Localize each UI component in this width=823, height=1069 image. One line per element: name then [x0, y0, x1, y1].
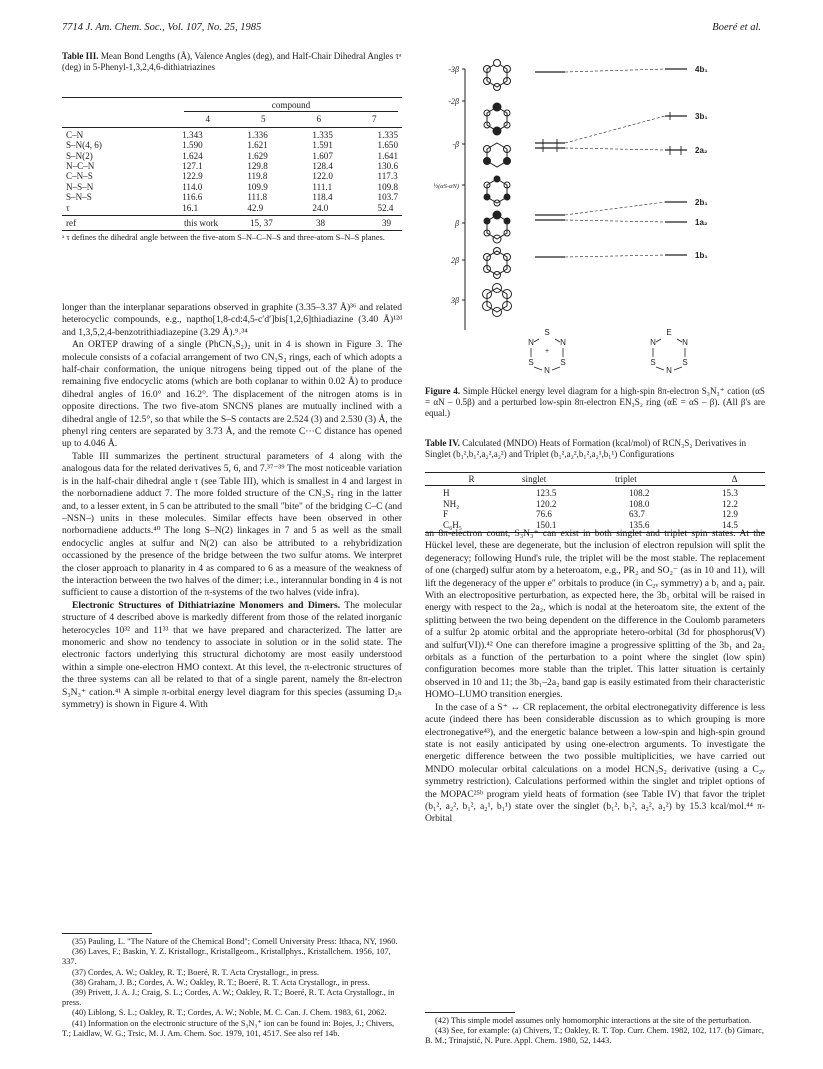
- footnote: (42) This simple model assumes only homomorphic interactions at the site of the perturbation.: [435, 1016, 752, 1025]
- ref-cell: 38: [316, 218, 326, 229]
- table-cell: 109.9: [247, 181, 268, 192]
- table-cell: 1.624: [182, 150, 203, 161]
- table-cell: 1.590: [182, 140, 203, 151]
- orbital-pictograms: [483, 60, 512, 317]
- table-cell: 42.9: [247, 202, 264, 213]
- footnote: (38) Graham, J. B.; Cordes, A. W.; Oakley, R. T.; Boeré, R. T. Acta Crystallogr., in press.: [72, 977, 370, 987]
- figure4-caption-text: Simple Hückel energy level diagram for a high-spin 8π-electron S₃N₃⁺ cation (αS = αN – 0.5β) and a perturbed low-spin 8π-electron EN₃S₂ ring (αE = αS – β). (All β's are equal.): [425, 386, 765, 419]
- left-footnotes: [62, 933, 402, 1039]
- table-row: [62, 171, 402, 181]
- row-label: N–S–N: [66, 181, 94, 192]
- paragraph: Table III summarizes the pertinent structural parameters of 4 along with the analogous data for the related derivatives 5, 6, and 7.³⁷⁻³⁹ The most noticeable variation is in the half-chair dihedral angle τ (see Table III), which is smallest in 4 and largest in the norbornadiene adduct 7. The more folded structure of the CN₃S₂ ring in the latter and, to a lesser extent, in 5 can be attributed to the small "bite" of the bridging C–C (and –NSN–) units in these molecules. Similar effects have been observed in other norbornadiene adducts.⁴⁰ The long S–N(2) linkages in 7 and 5 as well as the small endocyclic angles at sulfur and N(2) can also be attributed to a rehybridization occassioned by the presence of the bridge between the two sulfur atoms. We interpret the closer approach to planarity in 4 as compared to 6 as a measure of the weakness of the interaction between the two halves of the dimer; i.e., interannular bonding in 4 is not sufficient to cause a distortion of the π-systems of the two halves (vide infra).: [62, 450, 402, 599]
- table-cell: 103.7: [377, 192, 398, 203]
- table-cell: 1.641: [377, 150, 398, 161]
- atom-label: N: [666, 366, 672, 375]
- row-label: S–N(4, 6): [66, 140, 102, 151]
- table3-col: 7: [371, 114, 377, 125]
- paragraph: an 8π-electron count, S₃N₃⁺ can exist in both singlet and triplet spin states. At the Hückel level, these are degenerate, but the inclusion of electron repulsion will split the degeneracy; following Hund's rule, the triplet will be the most stable. The replacement of one (charged) sulfur atom by a heteroatom, e.g., PR₂ and SO₂⁻ (as in 10 and 11), will lift the degeneracy of the upper e″ orbitals to produce (in C₂ᵥ symmetry) a b₁ and a₂ pair. With an electropositive perturbation, as expected here, the 3b₁ orbital will be raised in energy with respect to the 2a₂, which is nodal at the heteroatom site, the extent of the splitting between the two being dependent on the difference in the Coulomb parameters of a sulfur 2p atomic orbital and the appropriate hetero-orbital (3d for phosphorus(V) and sulfur(VI)).⁴² One can therefore imagine a progressive splitting of the 3b₁ and 2a₂ orbitals as a function of the perturbation to a point where the singlet (low spin) configuration becomes more stable than the triplet. This latter situation is certainly observed in 10 and 11; the 3b₁–2a₂ band gap is easily estimated from their characteristic HOMO–LUMO transition energies.: [425, 528, 765, 701]
- energy-levels: [535, 69, 687, 257]
- table-cell: 122.9: [182, 171, 203, 182]
- y-label: ½(αS-αN): [433, 183, 459, 190]
- atom-label: S: [560, 358, 566, 367]
- orbital-icon: [484, 143, 511, 167]
- table-cell: 1.607: [312, 150, 333, 161]
- ring-s3n3: [528, 328, 566, 375]
- ring-en3s2: [650, 328, 688, 375]
- table-cell: 129.8: [247, 161, 268, 172]
- atom-label: S: [528, 358, 534, 367]
- level-label: 1b₁: [695, 251, 708, 260]
- atom-label: S: [650, 358, 656, 367]
- table4: [425, 472, 765, 533]
- atom-label: S: [544, 328, 550, 337]
- table-cell: 12.9: [722, 509, 738, 520]
- table-cell: 117.3: [377, 171, 398, 182]
- table3-caption-text: Mean Bond Lengths (Å), Valence Angles (deg), and Half-Chair Dihedral Angles τᵃ (deg) in 5-Phenyl-1,3,2,4,6-dithiatriazines: [62, 51, 402, 73]
- table-row: [425, 509, 765, 519]
- table-cell: 108.0: [629, 498, 650, 509]
- table3-col: 6: [316, 114, 322, 125]
- table-cell: 111.8: [247, 192, 268, 203]
- table-cell: 76.6: [536, 509, 552, 520]
- paragraph: An ORTEP drawing of a single (PhCN₃S₂)₂ unit in 4 is shown in Figure 3. The molecule consists of a cofacial arrangement of two CN₃S₂ rings, each of which adopts a half-chair conformation, the unique nitrogens being tipped out of the plane of the remaining five endocyclic atoms (which are both coplanar to within 0.02 Å) to produce dihedral angles of 16.0° and 16.2°. The displacement of the nitrogen atoms is in opposite directions. The two five-atom SNCNS planes are mutually inclined with a dihedral angle of 12.5°, so that while the S–S contacts are 2.524 (3) and 2.530 (3) Å, the phenyl ring centers are separated by 3.73 Å, and the remote C···C distance has opened up to 4.046 Å.: [62, 339, 402, 450]
- atom-label: N: [650, 338, 656, 347]
- row-label: C–N: [66, 129, 84, 140]
- table-cell: 114.0: [182, 181, 203, 192]
- table-cell: 24.0: [312, 202, 329, 213]
- y-label: -β: [452, 140, 459, 149]
- table4-col: triplet: [615, 474, 637, 484]
- paragraph: [62, 600, 402, 712]
- paragraph-text: The molecular structure of 4 described above is markedly different from those of the related inorganic heterocycles 10³² and 11³³ that we have prepared and characterized. The latter are monomeric and show no tendency to associate in solution or in the solid state. The electronic factors underlying this structural dichotomy are most easily understood within a simple one-electron HMO context. At this level, the π-electronic structures of the three systems can all be related to that of a single parent, namely the 8π-electron S₃N₃⁺ cation.⁴¹ A simple π-orbital energy level diagram for this species (assuming D₃ₕ symmetry) is shown in Figure 4. With: [62, 599, 402, 710]
- table-cell: 12.2: [722, 498, 738, 509]
- table-row: [62, 218, 402, 228]
- footnote: (35) Pauling, L. "The Nature of the Chemical Bond"; Cornell University Press: Ithaca, NY, 1960.: [72, 937, 398, 946]
- table-cell: 111.1: [312, 181, 333, 192]
- running-header: 7714 J. Am. Chem. Soc., Vol. 107, No. 25, 1985: [62, 22, 262, 33]
- table-cell: 135.6: [629, 519, 650, 530]
- footnote: (37) Cordes, A. W.; Oakley, R. T.; Boeré, R. T. Acta Crystallogr., in press.: [72, 967, 320, 977]
- table-cell: 1.335: [377, 129, 398, 140]
- table-cell: 130.6: [377, 161, 398, 172]
- table-cell: 116.6: [182, 192, 203, 203]
- table-cell: 123.5: [536, 488, 557, 499]
- right-column: [425, 528, 765, 826]
- table4-title: Table IV.: [425, 438, 460, 448]
- atom-label: N: [682, 338, 688, 347]
- table-cell: 1.335: [312, 129, 333, 140]
- correlation-lines: [565, 69, 665, 257]
- table3-group-header: compound: [271, 100, 311, 110]
- figure4-caption: [425, 386, 765, 420]
- table-cell: 14.5: [722, 519, 738, 530]
- table3-caption: [62, 51, 402, 73]
- row-label: C–N–S: [66, 171, 93, 182]
- table-row: [62, 140, 402, 150]
- table-cell: 1.591: [312, 140, 333, 151]
- level-label: 3b₁: [695, 112, 708, 121]
- row-label: τ: [66, 202, 70, 213]
- table-cell: F: [443, 509, 449, 520]
- table-cell: 118.4: [312, 192, 333, 203]
- footnote: (43) See, for example: (a) Chivers, T.; Oakley, R. T. Top. Curr. Chem. 1982, 102, 117. (b) Gimarc, B. M.; Trinajstić, N. Pure. Appl. Chem. 1980, 52, 1443.: [425, 1026, 764, 1046]
- table-cell: 122.0: [312, 171, 333, 182]
- ref-label: ref: [66, 218, 77, 229]
- table3-title: Table III.: [62, 51, 99, 61]
- y-label: β: [455, 219, 459, 228]
- orbital-icon: [483, 284, 512, 317]
- table-cell: 1.629: [247, 150, 268, 161]
- table-row: [62, 161, 402, 171]
- table-row: [425, 499, 765, 509]
- y-label: 2β: [451, 256, 459, 265]
- table4-caption: [425, 438, 765, 460]
- table4-col: singlet: [522, 474, 547, 484]
- table-cell: 109.8: [377, 181, 398, 192]
- table-row: [62, 151, 402, 161]
- section-heading: Electronic Structures of Dithiatriazine Monomers and Dimers.: [72, 599, 341, 611]
- atom-label: N: [560, 338, 566, 347]
- table-cell: C₆H₅: [443, 519, 462, 530]
- charge-label: +: [544, 348, 550, 355]
- table-cell: 16.1: [182, 202, 199, 213]
- table-row: [62, 182, 402, 192]
- table-cell: 52.4: [377, 202, 394, 213]
- table-cell: 1.343: [182, 129, 203, 140]
- figure4-diagram: [425, 55, 765, 383]
- table-row: [62, 130, 402, 140]
- paragraph: longer than the interplanar separations observed in graphite (3.35–3.37 Å)³⁶ and related heterocyclic compounds, e.g., naptho[1,8-cd:4,5-c′d′]bis[1,2,6]thiadiazine (3.40 Å)¹²ᵈ and 1,3,5,2,4-benzotrithiadiazepine (3.29 Å).⁹˒³⁴: [62, 302, 402, 338]
- y-label: -2β: [448, 97, 459, 106]
- orbital-icon: [484, 211, 510, 243]
- table-cell: 63.7: [629, 509, 645, 520]
- table3-col: 4: [205, 114, 211, 125]
- left-column: [62, 302, 402, 711]
- ref-cell: 39: [382, 218, 392, 229]
- orbital-icon: [484, 248, 511, 279]
- level-label: 4b₁: [695, 65, 708, 74]
- orbital-icon: [484, 103, 510, 135]
- table-cell: 128.4: [312, 161, 333, 172]
- atom-label: N: [544, 366, 550, 375]
- table-cell: 119.8: [247, 171, 268, 182]
- table-row: [425, 488, 765, 498]
- table4-col: Δ: [731, 474, 738, 484]
- table-cell: 127.1: [182, 161, 203, 172]
- table-cell: 120.2: [536, 498, 557, 509]
- y-label: -3β: [448, 65, 459, 74]
- figure4-caption-head: Figure 4.: [425, 386, 461, 396]
- paragraph: In the case of a S⁺ ↔ CR replacement, the orbital electronegativity difference is less acute (indeed there has been considerable discussion as to which grouping is more electronegative⁴³), and the energetic balance between a low-spin and high-spin ground state is not easily anticipated by using one-electron arguments. To investigate the energetic difference between the two possible multiplicities, we have carried out MNDO molecular orbital calculations on a model HCN₃S₂ derivative (using a C₂ᵥ symmetry restriction). Calculations performed within the singlet and triplet options of the MOPAC²⁵ᵇ program yield heats of formation (see Table IV) that favor the triplet (b₁², a₂², b₁², a₂¹, b₁¹) state over the singlet (b₁², b₁², a₂², a₂²) by 15.3 kcal/mol.⁴⁴ π-Orbital: [425, 701, 765, 825]
- table4-col: R: [468, 474, 475, 484]
- table-cell: H: [443, 488, 450, 499]
- table3: [62, 97, 402, 244]
- row-label: N–C–N: [66, 161, 95, 172]
- table4-body: [425, 488, 765, 530]
- table3-col: 5: [260, 114, 266, 125]
- level-label: 1a₂: [695, 218, 708, 227]
- table3-footnote: ᵃ τ defines the dihedral angle between the five-atom S–N–C–N–S and three-atom S–N–S planes.: [62, 233, 385, 243]
- table-row: [62, 192, 402, 202]
- atom-label: S: [682, 358, 688, 367]
- atom-label: N: [528, 338, 534, 347]
- level-label: 2a₂: [695, 146, 708, 155]
- table-cell: 1.336: [247, 129, 268, 140]
- table3-body: [62, 130, 402, 213]
- atom-label: E: [666, 328, 672, 337]
- table-cell: NH₂: [443, 498, 460, 509]
- footnote: (40) Liblong, S. L.; Oakley, R. T.; Cordes, A. W.; Noble, M. C. Can. J. Chem. 1983, 61, 2062.: [72, 1008, 387, 1018]
- table-cell: 150.1: [536, 519, 557, 530]
- y-label: 3β: [451, 296, 459, 305]
- ref-cell: this work: [184, 218, 219, 229]
- right-footnotes: [425, 1012, 765, 1047]
- ref-cell: 15, 37: [250, 218, 273, 229]
- level-label: 2b₁: [695, 198, 708, 207]
- author-header: Boeré et al.: [712, 22, 761, 33]
- orbital-icon: [484, 176, 510, 206]
- table-row: [62, 203, 402, 213]
- footnote: (36) Laves, F.; Baskin, Y. Z. Kristallogr., Kristallgeom., Kristallphys., Kristallchem. 1956, 107, 337.: [62, 947, 391, 967]
- orbital-icon: [484, 60, 511, 91]
- table-cell: 1.650: [377, 140, 398, 151]
- table-cell: 1.621: [247, 140, 268, 151]
- table-cell: 15.3: [722, 488, 738, 499]
- row-label: S–N(2): [66, 150, 93, 161]
- footnote: (39) Privett, J. A. J.; Craig, S. L.; Cordes, A. W.; Oakley, R. T.; Boeré, R. T. Acta Crystallogr., in press.: [62, 988, 395, 1008]
- table4-caption-text: Calculated (MNDO) Heats of Formation (kcal/mol) of RCN₃S₂ Derivatives in Singlet (b₁²,b₁²,a₂²,a₂²) and Triplet (b₁²,a₂²,b₁²,a₂¹,b₁¹) Configurations: [425, 438, 747, 460]
- table-cell: 108.2: [629, 488, 650, 499]
- row-label: S–N–S: [66, 192, 92, 203]
- footnote: (41) Information on the electronic structure of the S₃N₃⁺ ion can be found in: Bojes, J.; Chivers, T.; Laidlaw, W. G.; Trsic, M. J. Am. Chem. Soc. 1979, 101, 4517. See also ref 14b.: [62, 1018, 395, 1038]
